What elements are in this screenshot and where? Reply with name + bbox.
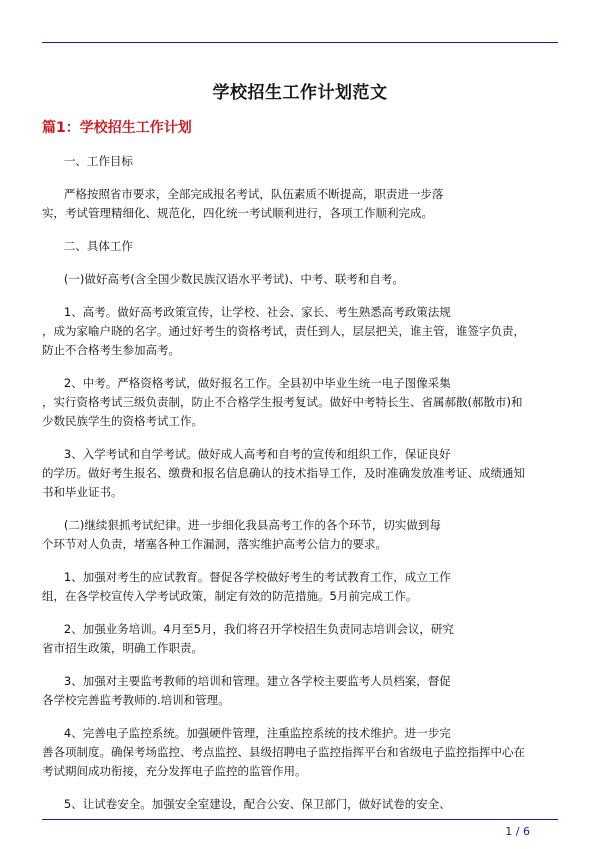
- paragraph: 4、完善电子监控系统。加强硬件管理，注重监控系统的技术维护。进一步完 善各项制度。确保考场监控、考点监控、县级招聘电子监控指挥平台和省级电子监控指挥中心在 考试期间成功衔接，充分发挥电子监控的监管作用。: [42, 726, 525, 778]
- paragraph: 3、入学考试和自学考试。做好成人高考和自考的宣传和组织工作，保证良好 的学历。做好考生报名、缴费和报名信息确认的技术指导工作，及时准确发放准考证、成绩通知 书和毕业证书。: [42, 447, 525, 499]
- section-heading: 篇1：学校招生工作计划: [42, 120, 192, 136]
- document-body: [42, 152, 562, 828]
- paragraph: 5、让试卷安全。加强安全室建设，配合公安、保卫部门，做好试卷的安全、: [42, 797, 451, 811]
- paragraph: 二、具体工作: [42, 239, 133, 253]
- paragraph: (二)继续狠抓考试纪律。进一步细化我县高考工作的各个环节，切实做到每 个环节对人负责，堵塞各种工作漏洞，落实维护高考公信力的要求。: [42, 518, 441, 551]
- paragraph: 严格按照省市要求，全部完成报名考试，队伍素质不断提高，职责进一步落 实，考试管理精细化、规范化，四化统一考试顺利进行，各项工作顺利完成。: [42, 187, 444, 220]
- paragraph: 2、中考。严格资格考试，做好报名工作。全县初中毕业生统一电子图像采集 ，实行资格考试三级负责制，防止不合格学生报考复试。做好中考特长生、省属郝散(郝散市)和 少数民族学生的资格考试工作。: [42, 376, 523, 428]
- paragraph: 一、工作目标: [42, 154, 133, 168]
- page-number: 1 / 6: [505, 825, 530, 838]
- header-rule: [42, 42, 558, 43]
- paragraph: 3、加强对主要监考教师的培训和管理。建立各学校主要监考人员档案，督促 各学校完善监考教师的.培训和管理。: [42, 674, 451, 707]
- document-title: 学校招生工作计划范文: [212, 83, 388, 103]
- paragraph: 2、加强业务培训。4月至5月，我们将召开学校招生负责同志培训会议，研究 省市招生政策，明确工作职责。: [42, 622, 454, 655]
- paragraph: 1、高考。做好高考政策宣传，让学校、社会、家长、考生熟悉高考政策法规 ，成为家喻户晓的名字。通过好考生的资格考试，责任到人，层层把关，谁主管，谁签字负责， 防止不合格考生参加高考。: [42, 305, 525, 357]
- footer-rule: [42, 819, 558, 820]
- paragraph: (一)做好高考(含全国少数民族汉语水平考试)、中考、联考和自考。: [42, 272, 404, 286]
- paragraph: 1、加强对考生的应试教育。督促各学校做好考生的考试教育工作，成立工作 组，在各学校宣传入学考试政策，制定有效的防范措施。5月前完成工作。: [42, 570, 451, 603]
